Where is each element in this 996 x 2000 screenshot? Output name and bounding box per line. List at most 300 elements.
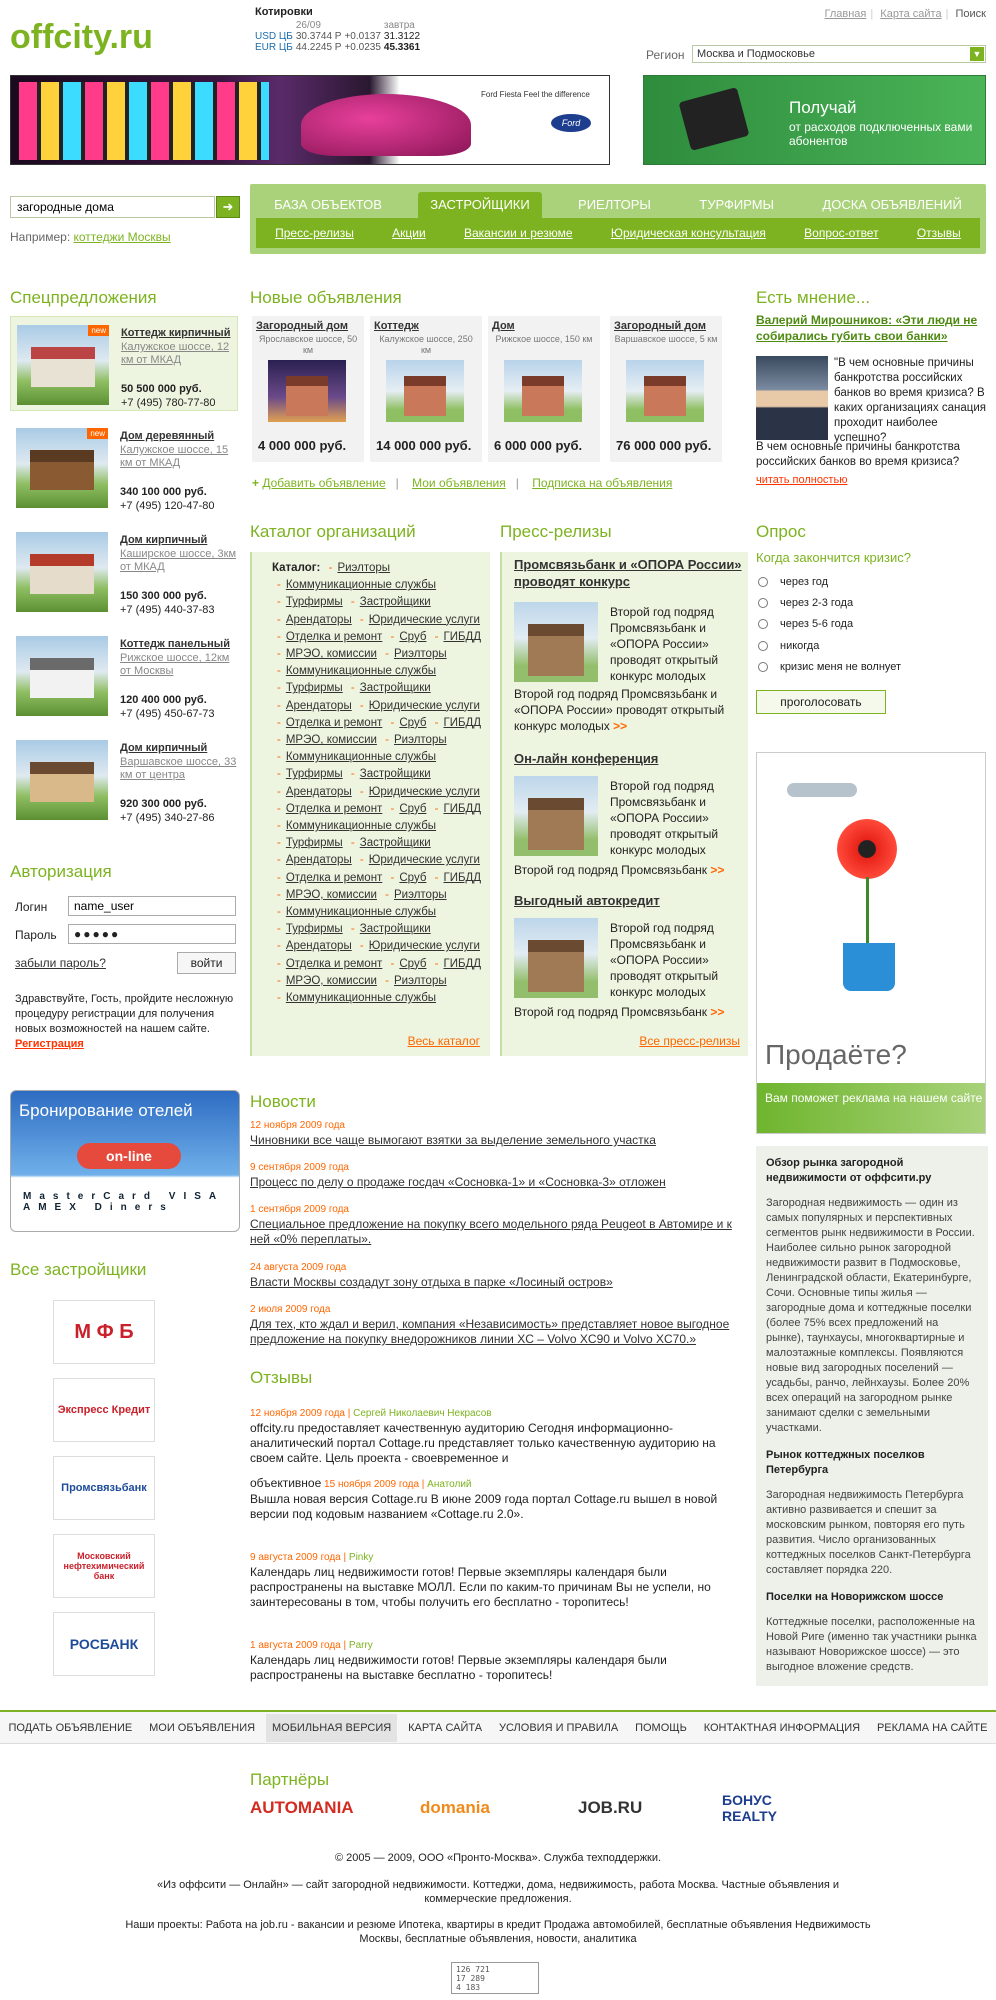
- read-more-link[interactable]: читать полностью: [756, 474, 848, 486]
- chevron-down-icon: ▼: [970, 47, 984, 61]
- catalog-separator: -: [277, 837, 281, 850]
- press-item-title[interactable]: Выгодный автокредит: [514, 893, 660, 908]
- press-image: [514, 776, 598, 856]
- special-address: Рижское шоссе, 12км от Москвы: [120, 652, 230, 677]
- catalog-separator: -: [434, 871, 439, 884]
- partners-title: Партнёры: [250, 1770, 330, 1789]
- catalog-separator: -: [359, 854, 364, 867]
- overview-paragraph: Загородная недвижимость Петербурга активно развивается и спешит за московским рынком, повторяя его путь развития. Число организованных коттеджных поселков Санкт-Петербурга составляет порядка 220.: [766, 1489, 971, 1576]
- poll-option[interactable]: [758, 661, 901, 673]
- footer-link-my-ads[interactable]: МОИ ОБЪЯВЛЕНИЯ: [149, 1721, 256, 1734]
- search-button[interactable]: [216, 196, 240, 218]
- news-date: 2 июля 2009 года: [250, 1304, 331, 1315]
- catalog-title: Каталог организаций: [250, 522, 416, 541]
- online-button[interactable]: on-line: [77, 1143, 181, 1169]
- subscribe-link[interactable]: Подписка на объявления: [532, 476, 673, 490]
- ad-image: [504, 360, 582, 422]
- counter-line: 126 721: [456, 1965, 490, 1974]
- catalog-box: [250, 552, 490, 1056]
- catalog-link[interactable]: Риэлторы: [337, 562, 391, 574]
- ford-banner[interactable]: [10, 75, 610, 165]
- catalog-link[interactable]: Застройщики: [359, 923, 431, 936]
- catalog-separator: -: [277, 648, 281, 661]
- radio-button[interactable]: [758, 662, 768, 672]
- special-title[interactable]: Коттедж панельный: [120, 638, 230, 650]
- catalog-separator: -: [434, 716, 439, 729]
- poll-option[interactable]: [758, 597, 853, 609]
- press-item[interactable]: [514, 892, 746, 1022]
- catalog-separator: -: [277, 579, 281, 592]
- catalog-separator: -: [328, 562, 333, 574]
- auth-note: [15, 992, 235, 1052]
- review-date: 12 ноября 2009 года: [250, 1408, 345, 1419]
- site-description: «Из оффсити — Онлайн» — сайт загородной недвижимости. Коттеджи, дома, недвижимость, работа Москва. Частные объявления и коммерческие предложения.: [156, 1879, 840, 1905]
- catalog-link[interactable]: ГИБДД: [443, 871, 482, 884]
- press-item-text: Второй год подряд Промсвязьбанк и «ОПОРА России» проводят открытый конкурс молодых: [610, 921, 719, 999]
- register-link[interactable]: Регистрация: [15, 1038, 84, 1050]
- review-date: 15 ноября 2009 года: [324, 1479, 420, 1490]
- press-item-more: Второй год подряд Промсвязьбанк: [514, 863, 708, 877]
- eur-change: +0.0235: [344, 42, 381, 53]
- catalog-separator: -: [277, 854, 281, 867]
- poll-option-label: через 5-6 года: [780, 618, 854, 630]
- press-item[interactable]: [514, 750, 746, 880]
- catalog-link[interactable]: Арендаторы: [285, 940, 352, 953]
- opinion-text-continued: В чем основные причины банкротства российских банков во время кризиса?: [756, 441, 961, 468]
- press-title: Пресс-релизы: [500, 522, 612, 541]
- special-phone: +7 (495) 340-27-86: [120, 812, 215, 824]
- visit-counter[interactable]: [451, 1962, 539, 1994]
- ad-price: 14 000 000 руб.: [376, 438, 472, 453]
- review-date: 1 августа 2009 года: [250, 1640, 341, 1651]
- search-input[interactable]: [10, 196, 215, 218]
- special-price: 120 400 000 руб.: [120, 694, 207, 706]
- main-nav: [250, 184, 986, 254]
- catalog-separator: -: [350, 837, 355, 850]
- flower-image: [837, 819, 897, 879]
- eur-label: EUR ЦБ: [255, 42, 293, 53]
- payment-cards: MasterCard VISA AMEX Diners: [23, 1191, 224, 1213]
- tab-travel[interactable]: ТУРФИРМЫ: [699, 197, 775, 212]
- catalog-link[interactable]: ГИБДД: [443, 802, 482, 815]
- catalog-link[interactable]: Застройщики: [359, 682, 431, 695]
- example-label: Например:: [10, 230, 71, 244]
- sitemap-link[interactable]: Карта сайта: [880, 8, 942, 20]
- catalog-separator: -: [350, 768, 355, 781]
- catalog-separator: -: [385, 888, 389, 901]
- catalog-link[interactable]: Застройщики: [359, 768, 431, 781]
- news-item[interactable]: [250, 1162, 748, 1190]
- catalog-separator: -: [277, 665, 281, 678]
- news-item[interactable]: [250, 1120, 748, 1148]
- my-ads-link[interactable]: Мои объявления: [412, 476, 506, 490]
- search-example: [10, 230, 171, 244]
- review-item: 1 августа 2009 года | Parry Календарь лиц недвижимости готов! Первые экземпляры календаря были распространены на выставке бесплатно - торопитесь!: [250, 1638, 748, 1683]
- reviews-title: Отзывы: [250, 1368, 313, 1387]
- catalog-link[interactable]: Отделка и ремонт: [285, 630, 383, 643]
- catalog-link[interactable]: Коммуникационные службы: [285, 820, 437, 833]
- catalog-link[interactable]: Юридические услуги: [368, 940, 480, 953]
- catalog-link[interactable]: Арендаторы: [285, 854, 352, 867]
- search-link[interactable]: Поиск: [955, 8, 986, 20]
- catalog-link[interactable]: Отделка и ремонт: [285, 957, 383, 970]
- special-phone: +7 (495) 440-37-83: [120, 604, 215, 616]
- catalog-link[interactable]: Юридические услуги: [368, 785, 480, 798]
- radio-button[interactable]: [758, 577, 768, 587]
- ad-address: Варшавское шоссе, 5 км: [614, 334, 718, 344]
- catalog-separator: -: [359, 613, 364, 626]
- catalog-link[interactable]: МРЭО, комиссии: [285, 734, 377, 747]
- catalog-separator: -: [385, 974, 389, 987]
- promo-banner[interactable]: [643, 75, 986, 165]
- catalog-separator: -: [390, 871, 395, 884]
- poll-title: Опрос: [756, 522, 806, 541]
- catalog-separator: -: [390, 957, 395, 970]
- review-item: 9 августа 2009 года | Pinky Календарь лиц недвижимости готов! Первые экземпляры календаря были распространены на выставке МОЛЛ. Если по каким-то причинам Вы не успели, но заинтересованы в том, чтобы получить его бесплатно - торопитесь!: [250, 1550, 748, 1610]
- catalog-link[interactable]: Застройщики: [359, 596, 431, 609]
- new-badge: new: [88, 325, 109, 336]
- catalog-link[interactable]: Отделка и ремонт: [285, 802, 383, 815]
- catalog-link[interactable]: МРЭО, комиссии: [285, 974, 377, 987]
- ad-title[interactable]: Коттедж: [374, 320, 419, 332]
- catalog-link[interactable]: Турфирмы: [285, 837, 343, 850]
- catalog-link[interactable]: Турфирмы: [285, 768, 343, 781]
- subnav-jobs[interactable]: Вакансии и резюме: [463, 226, 573, 240]
- catalog-link[interactable]: Юридические услуги: [368, 699, 480, 712]
- catalog-links: [272, 560, 490, 1007]
- catalog-link[interactable]: Коммуникационные службы: [285, 751, 437, 764]
- review-author[interactable]: Parry: [348, 1640, 373, 1651]
- catalog-link[interactable]: Коммуникационные службы: [285, 579, 437, 592]
- opinion-lead-link[interactable]: Валерий Мирошников: «Эти люди не собирались губить свои банки»: [756, 313, 978, 343]
- quotes-tomorrow: завтра: [383, 20, 415, 31]
- review-item: 12 ноября 2009 года | Сергей Николаевич Некрасов offcity.ru предоставляет качественную аудиторию Сегодня информационно-аналитический портал Cottage.ru представляет только качественную аудиторию на своем сайте. Цель проекта - своевременное и: [250, 1406, 748, 1466]
- footer-link-advertise[interactable]: РЕКЛАМА НА САЙТЕ: [876, 1721, 988, 1734]
- radio-button[interactable]: [758, 641, 768, 651]
- catalog-link[interactable]: МРЭО, комиссии: [285, 648, 377, 661]
- special-address: Калужское шоссе, 12 км от МКАД: [121, 341, 230, 366]
- auth-note-text: Здравствуйте, Гость, пройдите несложную процедуру регистрации для получения новых возможностей на нашем сайте.: [15, 993, 234, 1035]
- catalog-link[interactable]: Коммуникационные службы: [285, 665, 437, 678]
- builders-title: Все застройщики: [10, 1260, 147, 1279]
- press-more-arrow[interactable]: >>: [613, 719, 628, 733]
- special-item[interactable]: [10, 316, 238, 411]
- home-link[interactable]: Главная: [824, 8, 867, 20]
- radio-button[interactable]: [758, 619, 768, 629]
- catalog-link[interactable]: Арендаторы: [285, 613, 352, 626]
- special-title[interactable]: Коттедж кирпичный: [121, 327, 231, 339]
- special-item[interactable]: [10, 420, 238, 515]
- ad-card[interactable]: [488, 316, 600, 462]
- flower-stem: [866, 877, 869, 947]
- press-item-more: Второй год подряд Промсвязьбанк: [514, 1005, 708, 1019]
- radio-button[interactable]: [758, 598, 768, 608]
- poll-option-label: кризис меня не волнует: [780, 661, 902, 673]
- news-item[interactable]: [250, 1304, 748, 1347]
- special-price: 50 500 000 руб.: [121, 383, 202, 395]
- partner-logo-bonus[interactable]: БОНУС REALTY: [722, 1792, 777, 1824]
- forgot-password-link[interactable]: забыли пароль?: [15, 956, 106, 970]
- partner-logo-jobru[interactable]: JOB.RU: [578, 1798, 643, 1817]
- special-item[interactable]: [10, 628, 238, 723]
- copyright: © 2005 — 2009, ООО «Пронто-Москва». Служба техподдержки.: [334, 1852, 662, 1864]
- advertise-text: Вам поможет реклама на нашем сайте: [765, 1091, 983, 1105]
- catalog-separator: -: [277, 596, 281, 609]
- press-item-title[interactable]: Он-лайн конференция: [514, 751, 659, 766]
- eur-tomorrow: 45.3361: [383, 42, 421, 53]
- catalog-separator: -: [277, 613, 281, 626]
- catalog-link[interactable]: ГИБДД: [443, 957, 482, 970]
- catalog-separator: -: [390, 716, 395, 729]
- poll-option[interactable]: [758, 618, 853, 630]
- special-item[interactable]: [10, 732, 238, 827]
- ad-title[interactable]: Дом: [492, 320, 515, 332]
- login-button[interactable]: войти: [177, 952, 236, 974]
- catalog-separator: -: [277, 785, 281, 798]
- overview-paragraph: Коттеджные поселки, расположенные на Новой Риге (именно так участники рынка называют Новорижское шоссе) — это выгодное вложение средств.: [766, 1616, 977, 1673]
- catalog-link[interactable]: МРЭО, комиссии: [285, 888, 377, 901]
- logo-text: offcity.ru: [10, 18, 153, 56]
- catalog-link[interactable]: Сруб: [399, 802, 427, 815]
- usd-change: +0.0137: [344, 31, 381, 42]
- catalog-separator: -: [350, 923, 355, 936]
- review-author[interactable]: Pinky: [348, 1552, 374, 1563]
- login-input[interactable]: [68, 896, 236, 916]
- poll-option-label: никогда: [780, 640, 820, 652]
- subnav-promo[interactable]: Акции: [392, 226, 426, 240]
- catalog-separator: -: [350, 682, 355, 695]
- special-title[interactable]: Дом кирпичный: [120, 534, 208, 546]
- review-text: Вышла новая версия Cottage.ru В июне 2009 года портал Cottage.ru вышел в новой версии под кодовым названием «Cottage.ru 2.0».: [250, 1492, 718, 1521]
- catalog-link[interactable]: ГИБДД: [443, 716, 482, 729]
- special-title[interactable]: Дом деревянный: [120, 430, 215, 442]
- overview-heading: Поселки на Новорижском шоссе: [766, 1591, 944, 1603]
- ad-title[interactable]: Загородный дом: [614, 320, 706, 332]
- review-text: offcity.ru предоставляет качественную аудиторию Сегодня информационно-аналитический портал Cottage.ru представляет только качественную аудиторию на своем сайте. Цель проекта - своевременное и: [250, 1421, 716, 1465]
- review-item: объективное 15 ноября 2009 года | Анатолий Вышла новая версия Cottage.ru В июне 2009 года портал Cottage.ru вышел в новой версии под кодовым названием «Cottage.ru 2.0».: [250, 1476, 748, 1522]
- news-link[interactable]: Процесс по делу о продаже госдач «Сосновка-1» и «Сосновка-3» отложен: [250, 1175, 666, 1189]
- house-image: [16, 636, 108, 716]
- ad-price: 6 000 000 руб.: [494, 438, 583, 453]
- catalog-link[interactable]: Риэлторы: [393, 734, 447, 747]
- ad-address: Ярославское шоссе, 50 км: [258, 334, 358, 355]
- footer-link-help[interactable]: ПОМОЩЬ: [635, 1721, 687, 1734]
- specials-title: Спецпредложения: [10, 288, 157, 307]
- promo-text: от расходов подключенных вами абонентов: [789, 120, 973, 148]
- press-more-arrow[interactable]: >>: [710, 1005, 725, 1019]
- house-image: [16, 428, 108, 508]
- ad-card[interactable]: [610, 316, 722, 462]
- catalog-separator: -: [277, 716, 281, 729]
- subnav-reviews[interactable]: Отзывы: [916, 226, 961, 240]
- catalog-link[interactable]: Сруб: [399, 871, 427, 884]
- catalog-separator: -: [434, 957, 439, 970]
- builder-logo-mnb[interactable]: Московский нефтехимический банк: [53, 1534, 155, 1598]
- catalog-separator: -: [277, 906, 281, 919]
- special-price: 920 300 000 руб.: [120, 798, 207, 810]
- subnav-press[interactable]: Пресс-релизы: [275, 226, 354, 240]
- car-image: [301, 94, 471, 156]
- region-value: Москва и Подмосковье: [697, 48, 815, 60]
- catalog-separator: -: [434, 802, 439, 815]
- builder-logo-express[interactable]: Экспресс Кредит: [53, 1378, 155, 1442]
- press-image: [514, 602, 598, 682]
- subnav-faq[interactable]: Вопрос-ответ: [804, 226, 879, 240]
- special-item[interactable]: [10, 524, 238, 619]
- ad-address: Рижское шоссе, 150 км: [495, 334, 593, 344]
- site-logo[interactable]: [10, 14, 180, 58]
- tab-objects[interactable]: БАЗА ОБЪЕКТОВ: [274, 197, 382, 212]
- news-link[interactable]: Для тех, кто ждал и верил, компания «Независимость» представляет новое выгодное предложение на покупку внедорожников линии XC – Volvo XC90 и Volvo XC70.»: [250, 1317, 730, 1346]
- footer-link-sitemap[interactable]: КАРТА САЙТА: [408, 1721, 483, 1734]
- catalog-separator: -: [277, 802, 281, 815]
- poll-option[interactable]: [758, 640, 819, 652]
- new-ads-title: Новые объявления: [250, 288, 402, 307]
- special-address: Каширское шоссе, 3км от МКАД: [120, 548, 237, 573]
- review-prefix: объективное: [250, 1476, 322, 1490]
- tab-board[interactable]: ДОСКА ОБЪЯВЛЕНИЙ: [822, 197, 962, 212]
- advertise-banner[interactable]: [756, 752, 986, 1134]
- flower-pot: [843, 943, 895, 991]
- builder-logo-psb[interactable]: Промсвязьбанк: [53, 1456, 155, 1520]
- press-item[interactable]: [514, 556, 746, 746]
- footer-link-post-ad[interactable]: ПОДАТЬ ОБЪЯВЛЕНИЕ: [8, 1721, 133, 1734]
- catalog-link[interactable]: Сруб: [399, 630, 427, 643]
- catalog-link[interactable]: Арендаторы: [285, 785, 352, 798]
- footer-nav: [0, 1710, 996, 1744]
- news-link[interactable]: Специальное предложение на покупку всего модельного ряда Peugeot в Автомире и к ней «0% переплаты».: [250, 1217, 732, 1246]
- opinion-text: "В чем основные причины банкротства российских банков во время кризиса? В каких организациях санация проходит наиболее успешно?: [834, 357, 986, 444]
- auth-title: Авторизация: [10, 862, 112, 881]
- ad-address: Калужское шоссе, 250 км: [379, 334, 473, 355]
- ford-logo: Ford: [551, 114, 591, 132]
- press-more-arrow[interactable]: >>: [710, 863, 725, 877]
- catalog-separator: -: [390, 630, 395, 643]
- catalog-separator: -: [277, 974, 281, 987]
- top-links: Главная | Карта сайта | Поиск: [824, 8, 986, 20]
- catalog-link[interactable]: Коммуникационные службы: [285, 992, 437, 1005]
- wallet-image: [679, 87, 750, 151]
- quotes-date: 26/09: [295, 20, 321, 31]
- poll-option[interactable]: [758, 576, 828, 588]
- region-select[interactable]: [692, 45, 986, 63]
- catalog-separator: -: [390, 802, 395, 815]
- hotel-booking-banner[interactable]: [10, 1090, 240, 1232]
- special-title[interactable]: Дом кирпичный: [120, 742, 208, 754]
- catalog-link[interactable]: Риэлторы: [393, 888, 447, 901]
- review-author[interactable]: Анатолий: [427, 1479, 472, 1490]
- footer-link-terms[interactable]: УСЛОВИЯ И ПРАВИЛА: [498, 1721, 619, 1734]
- password-input[interactable]: ●●●●●: [68, 924, 236, 944]
- airplane-image: [787, 783, 857, 797]
- catalog-link[interactable]: Турфирмы: [285, 923, 343, 936]
- catalog-link[interactable]: Риэлторы: [393, 648, 447, 661]
- hotel-title: Бронирование отелей: [19, 1101, 193, 1120]
- tab-builders[interactable]: ЗАСТРОЙЩИКИ: [418, 192, 541, 218]
- press-all-link[interactable]: Все пресс-релизы: [639, 1034, 740, 1048]
- ad-image: [268, 360, 346, 422]
- ad-image: [626, 360, 704, 422]
- catalog-all-link[interactable]: Весь каталог: [407, 1034, 480, 1048]
- catalog-link[interactable]: Арендаторы: [285, 699, 352, 712]
- catalog-link[interactable]: Застройщики: [359, 837, 431, 850]
- example-link[interactable]: коттеджи Москвы: [73, 230, 171, 244]
- builder-logo-rosbank[interactable]: РОСБАНК: [53, 1612, 155, 1676]
- usd-label: USD ЦБ: [255, 31, 293, 42]
- review-text: Календарь лиц недвижимости готов! Первые экземпляры календаря были распространены на выставке МОЛЛ. Если по каким-то причинам Вы не успели, но заинтересованы в том, чтобы получить его бесплатно - торопитесь!: [250, 1565, 711, 1609]
- news-date: 1 сентября 2009 года: [250, 1204, 349, 1215]
- catalog-separator: -: [350, 596, 355, 609]
- catalog-separator: -: [277, 699, 281, 712]
- promo-title: Получай: [789, 98, 857, 117]
- press-item-more: Второй год подряд Промсвязьбанк и «ОПОРА России» проводят открытый конкурс молодых: [514, 687, 725, 733]
- catalog-link[interactable]: ГИБДД: [443, 630, 482, 643]
- overview-paragraph: Загородная недвижимость — один из самых популярных и перспективных сегментов рынк недвижимости в России. Наиболее сильно рынок загородной недвижимости развит в Подмосковье, Ленинградской области, Екатеринбурге, Сочи. Основные типы жилья — загородные дома и коттеджные поселки (более 75% всех предложений на рынке), таунхаусы, многоквартирные и малоэтажные комплексы. Появляются новые вид загородных поселений — усадьбы, ранчо, лейнхаузы. Более 20% всех операций на загородном рынке занимают сделки с земельными участками.: [766, 1197, 975, 1434]
- builder-logo-mfb[interactable]: М Ф Б: [53, 1300, 155, 1364]
- catalog-link[interactable]: Коммуникационные службы: [285, 906, 437, 919]
- catalog-separator: -: [277, 734, 281, 747]
- catalog-link[interactable]: Юридические услуги: [368, 613, 480, 626]
- press-image: [514, 918, 598, 998]
- poll-question: Когда закончится кризис?: [756, 550, 911, 565]
- tab-realtors[interactable]: РИЕЛТОРЫ: [578, 197, 651, 212]
- vote-button[interactable]: проголосовать: [756, 690, 886, 714]
- footer-link-mobile[interactable]: МОБИЛЬНАЯ ВЕРСИЯ: [266, 1714, 397, 1742]
- news-date: 9 сентября 2009 года: [250, 1162, 349, 1173]
- partner-logo-automania[interactable]: AUTOMANIA: [250, 1798, 354, 1817]
- partner-logo-domania[interactable]: domania: [420, 1798, 490, 1817]
- press-item-title[interactable]: Промсвязьбанк и «ОПОРА России» проводят конкурс: [514, 557, 742, 589]
- opinion-title: Есть мнение...: [756, 288, 871, 307]
- our-projects: Наши проекты: Работа на job.ru - вакансии и резюме Ипотека, квартиры в кредит Продажа автомобилей, бесплатные объявления Недвижимость Москвы, бесплатные объявления, новости, аналитика: [125, 1919, 871, 1945]
- arrow-right-icon: ➜: [222, 199, 234, 214]
- review-text: Календарь лиц недвижимости готов! Первые экземпляры календаря были распространены на выставке бесплатно - торопитесь!: [250, 1653, 667, 1682]
- ford-banner-text: Ford Fiesta Feel the difference: [481, 90, 590, 99]
- footer-link-contacts[interactable]: КОНТАКТНАЯ ИНФОРМАЦИЯ: [703, 1721, 861, 1734]
- add-ad-link[interactable]: Добавить объявление: [262, 476, 386, 490]
- catalog-link[interactable]: Юридические услуги: [368, 854, 480, 867]
- subnav-legal[interactable]: Юридическая консультация: [610, 226, 766, 240]
- catalog-link[interactable]: Отделка и ремонт: [285, 716, 383, 729]
- press-item-text: Второй год подряд Промсвязьбанк и «ОПОРА России» проводят открытый конкурс молодых: [610, 779, 719, 857]
- catalog-link[interactable]: Отделка и ремонт: [285, 871, 383, 884]
- password-label: Пароль: [15, 928, 57, 942]
- review-author[interactable]: Сергей Николаевич Некрасов: [353, 1408, 492, 1419]
- ad-card[interactable]: [252, 316, 364, 462]
- ad-title[interactable]: Загородный дом: [256, 320, 348, 332]
- catalog-label: Каталог:: [272, 562, 321, 574]
- catalog-link[interactable]: Турфирмы: [285, 682, 343, 695]
- news-title: Новости: [250, 1092, 316, 1111]
- new-badge: new: [87, 428, 108, 439]
- news-item[interactable]: [250, 1204, 748, 1247]
- catalog-separator: -: [359, 940, 364, 953]
- quotes-title: Котировки: [255, 6, 313, 18]
- catalog-separator: -: [277, 768, 281, 781]
- catalog-link[interactable]: Турфирмы: [285, 596, 343, 609]
- catalog-link[interactable]: Сруб: [399, 957, 427, 970]
- house-image: [16, 740, 108, 820]
- news-link[interactable]: Власти Москвы создадут зону отдыха в парке «Лосиный остров»: [250, 1275, 613, 1289]
- ad-card[interactable]: [370, 316, 482, 462]
- catalog-link[interactable]: Сруб: [399, 716, 427, 729]
- catalog-link[interactable]: Риэлторы: [393, 974, 447, 987]
- poll-option-label: через год: [780, 576, 829, 588]
- counter-line: 17 289: [456, 1974, 485, 1983]
- press-item-text: Второй год подряд Промсвязьбанк и «ОПОРА России» проводят открытый конкурс молодых: [610, 605, 719, 683]
- news-item[interactable]: [250, 1262, 748, 1290]
- news-link[interactable]: Чиновники все чаще вымогают взятки за выделение земельного участка: [250, 1133, 656, 1147]
